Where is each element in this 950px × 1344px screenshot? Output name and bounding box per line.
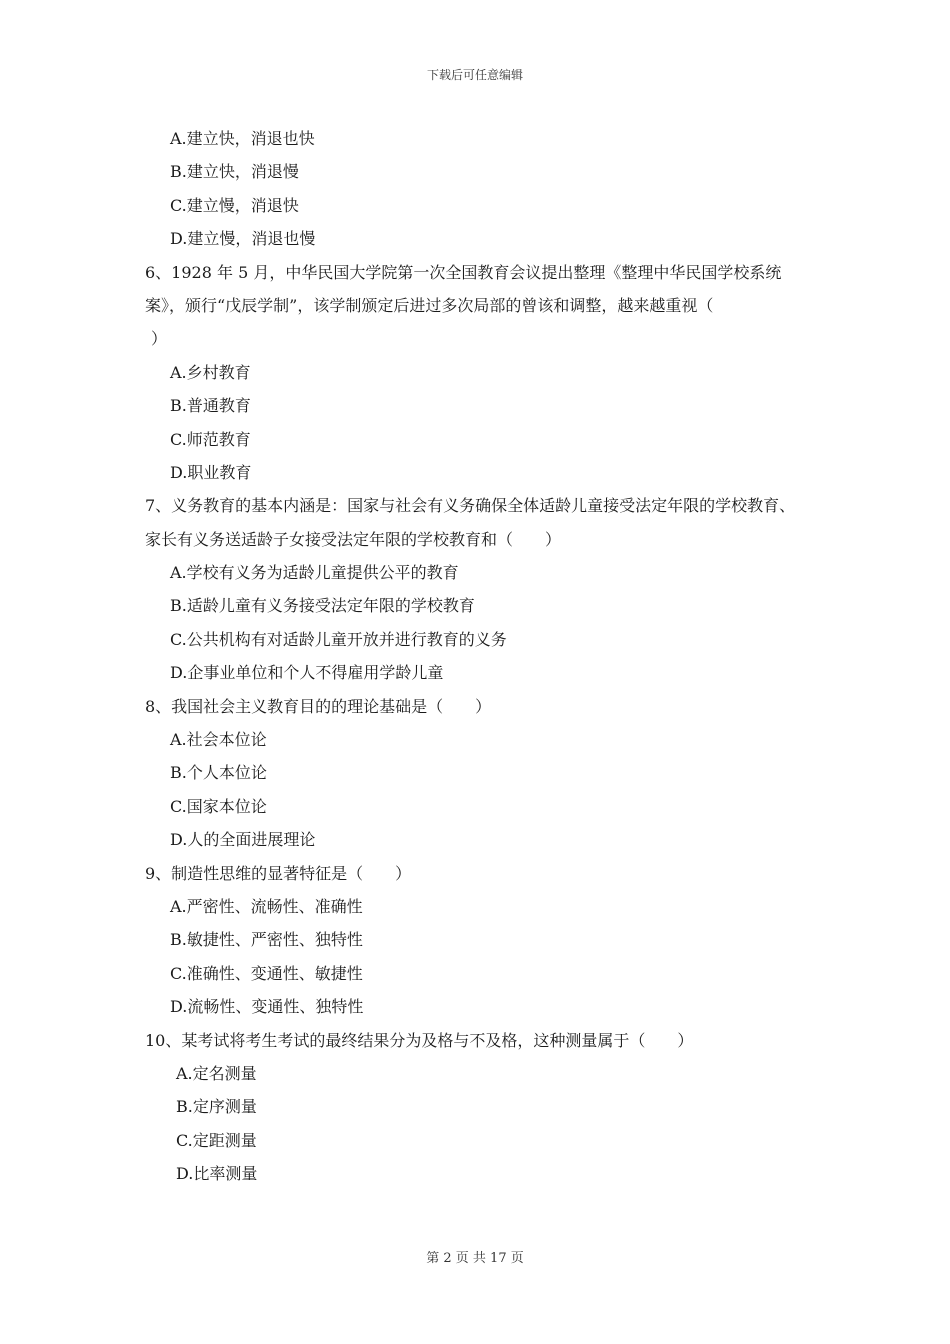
q8-option-d: D.人的全面进展理论	[170, 830, 316, 850]
question-5-options	[145, 122, 825, 256]
q10-stem: 10、某考试将考生考试的最终结果分为及格与不及格，这种测量属于（ ）	[145, 1030, 694, 1050]
q8-option-b: B.个人本位论	[170, 763, 267, 783]
q7-stem-line-2: 家长有义务送适龄子女接受法定年限的学校教育和（ ）	[145, 529, 562, 549]
question-9	[145, 857, 825, 1024]
q6-option-d: D.职业教育	[170, 462, 252, 482]
q9-stem: 9、制造性思维的显著特征是（ ）	[145, 863, 412, 883]
q6-stem-line-2: 案》，颁行“戊辰学制”，该学制颁定后进过多次局部的曾该和调整，越来越重视（	[145, 295, 714, 315]
q6-stem-line-3: ）	[151, 329, 168, 349]
q6-option-c: C.师范教育	[170, 429, 251, 449]
q9-option-c: C.准确性、变通性、敏捷性	[170, 963, 363, 983]
q9-option-a: A.严密性、流畅性、准确性	[170, 896, 363, 916]
question-10	[145, 1024, 825, 1191]
question-7	[145, 489, 825, 689]
q10-option-d: D.比率测量	[176, 1164, 258, 1184]
q6-option-a: A.乡村教育	[170, 362, 251, 382]
q5-option-a: A.建立快，消退也快	[170, 129, 315, 148]
q7-option-d: D.企事业单位和个人不得雇用学龄儿童	[170, 663, 444, 683]
q5-option-d: D.建立慢，消退也慢	[170, 229, 316, 249]
q10-option-b: B.定序测量	[176, 1097, 257, 1117]
q7-option-b: B.适龄儿童有义务接受法定年限的学校教育	[170, 596, 475, 616]
question-8	[145, 690, 825, 857]
q5-option-b: B.建立快，消退慢	[170, 162, 299, 182]
q7-stem-line-1: 7、义务教育的基本内涵是：国家与社会有义务确保全体适龄儿童接受法定年限的学校教育、	[145, 496, 796, 516]
q7-option-a: A.学校有义务为适龄儿童提供公平的教育	[170, 563, 459, 583]
q8-stem: 8、我国社会主义教育目的的理论基础是（ ）	[145, 696, 492, 716]
q10-option-c: C.定距测量	[176, 1130, 257, 1150]
q6-option-b: B.普通教育	[170, 396, 251, 416]
page-header: 下载后可任意编辑	[426, 68, 523, 82]
document-body	[145, 122, 825, 1191]
page-footer: 第 2 页 共 17 页	[426, 1251, 524, 1266]
question-6	[145, 256, 825, 490]
q8-option-c: C.国家本位论	[170, 796, 267, 816]
q6-stem-line-1: 6、1928 年 5 月，中华民国大学院第一次全国教育会议提出整理《整理中华民国学校系统	[145, 262, 782, 282]
q10-option-a: A.定名测量	[176, 1063, 257, 1083]
q7-option-c: C.公共机构有对适龄儿童开放并进行教育的义务	[170, 629, 507, 649]
q5-option-c: C.建立慢，消退快	[170, 195, 299, 215]
q9-option-b: B.敏捷性、严密性、独特性	[170, 930, 363, 950]
q9-option-d: D.流畅性、变通性、独特性	[170, 997, 364, 1017]
q8-option-a: A.社会本位论	[170, 730, 267, 750]
